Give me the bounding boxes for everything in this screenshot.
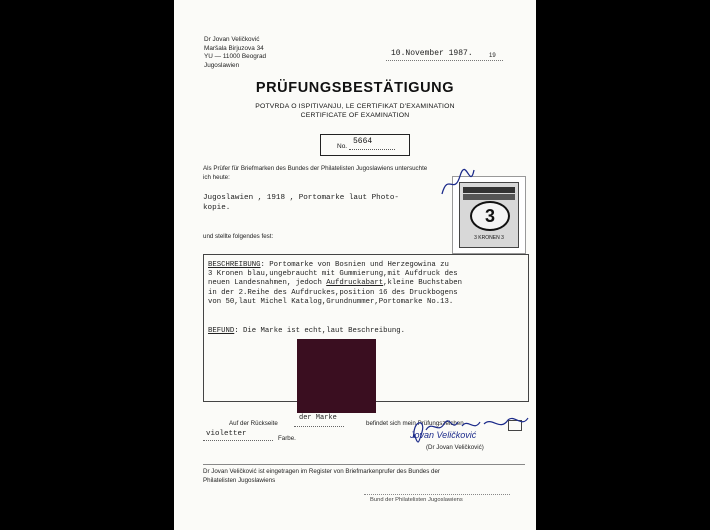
description-line-3b: ,kleine Buchstaben: [383, 279, 462, 288]
subject-text: [203, 193, 399, 213]
sender-city: YU — 11000 Beograd: [204, 53, 267, 61]
subtitle-languages: POTVRDA O ISPITIVANJU, LE CERTIFIKAT D'EXAMINATION: [255, 103, 455, 110]
description-line-5: von 50,laut Michel Katalog,Grundnummer,Portomarke No.13.: [208, 297, 454, 306]
subject-line-2: kopie.: [203, 204, 231, 212]
footer-divider: [203, 464, 525, 465]
subtitle-english: CERTIFICATE OF EXAMINATION: [300, 112, 410, 119]
certificate-date: 10.November 1987.: [391, 49, 473, 58]
attestation-part-3: Farbe.: [278, 435, 296, 442]
examiner-intro-line-2: ich heute:: [203, 174, 230, 181]
description-text: [208, 261, 526, 307]
board-line: [364, 494, 510, 495]
handwritten-mark-icon: [438, 166, 478, 200]
description-line-3a: neuen Landesnahmen, jedoch: [208, 279, 327, 288]
certificate-number-value: 5664: [353, 137, 373, 146]
attestation-handwritten-2: violetter: [206, 430, 247, 438]
footer-line-1: Dr Jovan Veličković ist eingetragen im Register von Briefmarkenprufer des Bundes der: [203, 468, 440, 475]
befund-result: : Die Marke ist echt,laut Beschreibung.: [234, 327, 406, 335]
stamp-value-oval: 3: [470, 201, 510, 231]
attestation-part-2: befindet sich mein Prüfungszeichen: [366, 420, 464, 427]
board-name: Bund der Philatelisten Jugoslawiens: [370, 497, 463, 503]
footer-line-2: Philatelisten Jugoslawiens: [203, 476, 276, 484]
befund-label: BEFUND: [208, 327, 235, 335]
number-dotted-line: [349, 149, 395, 150]
signature-icon: [408, 410, 536, 446]
date-line: [386, 60, 503, 61]
sender-name: Dr Jovan Veličković: [204, 36, 260, 43]
color-swatch: [297, 339, 376, 413]
sender-address: [204, 36, 266, 70]
date-suffix: 19: [489, 53, 496, 59]
dotted-line: [294, 426, 344, 427]
certificate-number-label: No.: [337, 143, 348, 150]
dotted-line: [203, 440, 273, 441]
description-line-2: 3 Kronen blau,ungebraucht mit Gummierung,mit Aufdruck des: [208, 270, 458, 279]
sender-country: Jugoslawien: [204, 61, 240, 69]
description-emphasis: Aufdruckabart: [326, 279, 384, 288]
footer-note: [203, 468, 525, 485]
sender-street: Maršala Birjuzova 34: [204, 44, 264, 52]
attestation-part-1: Auf der Rückseite: [229, 420, 278, 427]
signature-text: Jovan Veličković: [410, 430, 477, 440]
description-label: BESCHREIBUNG: [208, 261, 261, 269]
signer-name: (Dr Jovan Veličković): [426, 444, 484, 451]
stamp-denomination-text: 3 KRONEN 3: [474, 235, 504, 241]
page-title: PRÜFUNGSBESTÄTIGUNG: [255, 80, 455, 96]
certificate-page: [174, 0, 536, 530]
description-line-4: in der 2.Reihe des Aufdruckes,position 16 des Druckbogens: [208, 288, 458, 297]
findings-intro: und stellte folgendes fest:: [203, 233, 274, 240]
certificate-number-box: [320, 134, 410, 156]
befund-text: [208, 327, 405, 335]
examiner-intro-line-1: Als Prüfer für Briefmarken des Bundes der Philatelisten Jugoslawiens untersuchte: [203, 165, 428, 172]
description-line-1: : Portomarke von Bosnien und Herzegowina zu: [260, 261, 449, 269]
attestation-handwritten-1: der Marke: [299, 414, 337, 422]
subject-line-1: Jugoslawien , 1918 , Portomarke laut Photo-: [203, 194, 399, 202]
